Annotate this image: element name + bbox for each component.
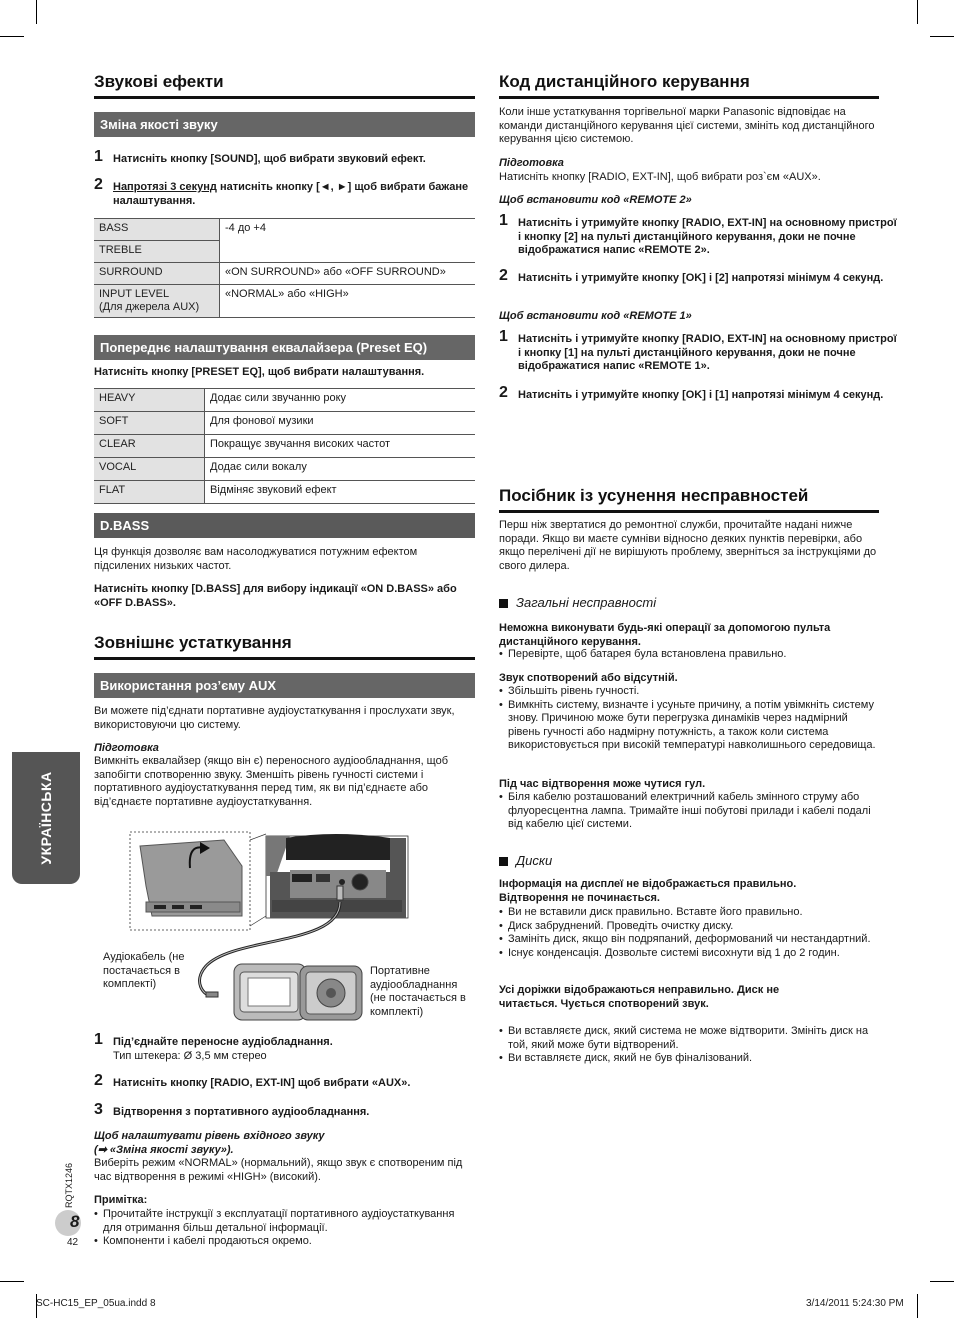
list-item: • Ви вставляєте диск, який система не може відтворити. Змініть диск на той, який може бути відтворений.: [499, 1025, 877, 1052]
disc-fault-1-list: [499, 906, 877, 960]
external-title: Зовнішнє устаткування: [94, 633, 292, 652]
footer-timestamp: 3/14/2011 5:24:30 PM: [806, 1298, 904, 1309]
remote-2-step-1: 1 Натисніть і утримуйте кнопку [RADIO, EXT-IN] на основному пристрої і кнопку [2] на пульті дистанційного керування, доки не почне відображатися напис «REMOTE 2».: [499, 212, 897, 256]
preset-eq-table: [94, 388, 475, 504]
table-value: Додає сили вокалу: [205, 458, 476, 481]
adjust-title-text: Щоб налаштувати рівень вхідного звуку: [94, 1130, 325, 1142]
crop-mark: [917, 1294, 918, 1318]
crop-mark: [917, 0, 918, 24]
table-key: HEAVY: [94, 389, 205, 412]
remote-1-step-2: 2 Натисніть і утримуйте кнопку [OK] і [1] напротязі мінімум 4 секунд.: [499, 384, 884, 401]
table-key: VOCAL: [94, 458, 205, 481]
adjust-ref: (➡ «Зміна якості звуку»).: [94, 1143, 234, 1156]
list-item: • Вимкніть систему, визначте і усуньте причину, а потім увімкніть систему знову. Причиною може бути перегрузка динаміків через надмірний рівень гучності або надмірну потужність, а також коли система використовується при високій температурі навколишнього середовища.: [499, 699, 877, 753]
aux-prep-label: Підготовка: [94, 742, 159, 754]
dbass-instruction: Натисніть кнопку [D.BASS] для вибору індикації «ON D.BASS» або «OFF D.BASS».: [94, 583, 457, 609]
crop-mark: [930, 1281, 954, 1282]
remote-prep-text: Натисніть кнопку [RADIO, EXT-IN], щоб вибрати роз`єм «AUX».: [499, 171, 821, 183]
aux-bar: Використання роз’єму AUX: [94, 673, 475, 698]
remote-2-step-2-text: Натисніть і утримуйте кнопку [OK] і [2] напротязі мінімум 4 секунд.: [518, 272, 884, 284]
aux-step-1-sub: Тип штекера: Ø 3,5 мм стерео: [113, 1049, 267, 1062]
sound-step-1-text: Натисніть кнопку [SOUND], щоб вибрати звуковий ефект.: [113, 153, 426, 165]
list-item: • Компоненти і кабелі продаються окремо.: [94, 1235, 472, 1249]
table-value: «NORMAL» або «HIGH»: [220, 285, 476, 318]
table-row: [94, 263, 475, 285]
remote-1-step-2-text: Натисніть і утримуйте кнопку [OK] і [1] напротязі мінімум 4 секунд.: [518, 389, 884, 401]
table-value: Покращує звучання високих частот: [205, 435, 476, 458]
adjust-text: Виберіть режим «NORMAL» (нормальний), якщо звук є спотвореним під час відтворення в режимі «HIGH» (високий).: [94, 1157, 463, 1183]
general-faults-heading: [499, 595, 656, 610]
remote-code-title: Код дистанційного керування: [499, 72, 750, 91]
general-faults-title: Загальні несправності: [516, 595, 657, 610]
crop-mark: [36, 0, 37, 24]
table-key: [94, 285, 220, 318]
remote-1-step-1-text: Натисніть і утримуйте кнопку [RADIO, EXT-IN] на основному пристрої і кнопку [1] на пульті дистанційного керування, доки не почне відображатися напис «REMOTE 1».: [518, 333, 897, 372]
table-row: [94, 435, 475, 458]
aux-step-3-text: Відтворення з портативного аудіообладнання.: [113, 1106, 370, 1118]
sound-effects-title: Звукові ефекти: [94, 72, 224, 91]
page-small-number: 42: [67, 1237, 79, 1248]
table-value: -4 до +4: [220, 219, 476, 241]
table-key: FLAT: [94, 481, 205, 504]
list-item: • Прочитайте інструкції з експлуатації портативного аудіоустаткування для отримання більш детальної інформації.: [94, 1208, 472, 1235]
disc-fault-2-list: [499, 1025, 877, 1066]
section-rule: [499, 96, 879, 99]
table-key: BASS: [94, 219, 220, 241]
trouble-intro: Перш ніж звертатися до ремонтної служби, прочитайте надані нижче поради. Якщо ви маєте сумніви відносно деяких пунктів перевірки, або якщо перелічені дії не вирішують проблему, зверніться за інструкціями до свого дилера.: [499, 519, 877, 572]
table-key-sub: (Для джерела AUX): [99, 301, 200, 313]
discs-title: Диски: [516, 853, 553, 868]
table-key-main: INPUT LEVEL: [99, 288, 170, 300]
language-label: УКРАЇНСЬКА: [38, 771, 54, 865]
crop-mark: [0, 1281, 24, 1282]
language-tab: [12, 752, 80, 884]
table-key: CLEAR: [94, 435, 205, 458]
crop-mark: [0, 36, 24, 37]
remote-2-label: Щоб встановити код «REMOTE 2»: [499, 194, 692, 206]
preset-eq-instruction: Натисніть кнопку [PRESET EQ], щоб вибрати налаштування.: [94, 366, 425, 378]
fault-2-list: [499, 685, 877, 753]
list-item: • Перевірте, щоб батарея була встановлена правильно.: [499, 648, 877, 662]
fault-1-list: [499, 648, 877, 662]
remote-1-step-1: 1 Натисніть і утримуйте кнопку [RADIO, EXT-IN] на основному пристрої і кнопку [1] на пульті дистанційного керування, доки не почне відображатися напис «REMOTE 1».: [499, 328, 897, 372]
remote-prep-label: Підготовка: [499, 157, 564, 169]
sound-step-2-underline: Напротязі 3 секунд: [113, 181, 217, 193]
aux-prep-text: Вимкніть еквалайзер (якщо він є) переносного аудіообладнання, щоб запобігти спотворенню звуку. Зменшіть рівень гучності системи і портативного аудіоустаткування перед тим, як ви під’єднаєте або від’єднаєте портативне аудіоустаткування.: [94, 755, 449, 808]
crop-mark: [930, 36, 954, 37]
fault-3-list: [499, 791, 877, 832]
table-value: Додає сили звучанню року: [205, 389, 476, 412]
sound-step-2-text: натисніть кнопку [◄, ►] щоб вибрати бажане налаштування.: [113, 181, 469, 207]
section-rule: [499, 510, 879, 513]
square-bullet-icon: [499, 857, 508, 866]
table-row: [94, 389, 475, 412]
remote-2-step-2: 2 Натисніть і утримуйте кнопку [OK] і [2] напротязі мінімум 4 секунд.: [499, 267, 884, 284]
table-key: SURROUND: [94, 263, 220, 285]
table-value: Для фонової музики: [205, 412, 476, 435]
table-row: [94, 481, 475, 504]
page-number: 8: [70, 1212, 80, 1231]
table-key: SOFT: [94, 412, 205, 435]
table-row: [94, 241, 475, 263]
label-portable-device: Портативне аудіообладнання (не постачається в комплекті): [370, 965, 466, 1018]
list-item: • Біля кабелю розташований електричний кабель змінного струму або флуоресцентна лампа. Тримайте інші побутові прилади і кабелі подалі від кабелю цієї системи.: [499, 791, 877, 832]
footer-filename: SC-HC15_EP_05ua.indd 8: [36, 1298, 156, 1309]
model-code: RQTX1246: [64, 1162, 74, 1208]
aux-step-2: 2 Натисніть кнопку [RADIO, EXT-IN] щоб вибрати «AUX».: [94, 1072, 411, 1089]
aux-step-2-text: Натисніть кнопку [RADIO, EXT-IN] щоб вибрати «AUX».: [113, 1077, 411, 1089]
remote-intro: Коли інше устаткування торгівельної марки Panasonic відповідає на команди дистанційного керування цієї системи, змініть код дистанційного керування цією системою.: [499, 106, 875, 145]
fault-3-title: Під час відтворення може чутися гул.: [499, 778, 706, 790]
aux-step-3: 3 Відтворення з портативного аудіообладнання.: [94, 1101, 370, 1118]
list-item: • Диск забруднений. Проведіть очистку диску.: [499, 920, 877, 934]
aux-step-1: 1 Під’єднайте переносне аудіобладнання. Тип штекера: Ø 3,5 мм стерео: [94, 1031, 333, 1062]
label-audio-cable: Аудіокабель (не постачається в комплекті): [103, 951, 185, 990]
remote-2-step-1-text: Натисніть і утримуйте кнопку [RADIO, EXT-IN] на основному пристрої і кнопку [2] на пульті дистанційного керування, доки не почне відображатися напис «REMOTE 2».: [518, 217, 897, 256]
table-row: [94, 412, 475, 435]
table-value: [220, 241, 476, 263]
fault-2-title: Звук спотворений або відсутній.: [499, 672, 678, 684]
table-row: [94, 219, 475, 241]
section-rule: [94, 96, 475, 99]
disc-fault-2-title: Усі доріжки відображаються неправильно. Диск не читається. Чується спотворений звук.: [499, 984, 780, 1010]
section-rule: [94, 657, 475, 660]
adjust-title: [94, 1130, 472, 1157]
sound-step-1: 1 Натисніть кнопку [SOUND], щоб вибрати звуковий ефект.: [94, 148, 426, 165]
fault-1-title: Неможна виконувати будь-які операції за допомогою пульта дистанційного керування.: [499, 622, 831, 648]
aux-step-1-text: Під’єднайте переносне аудіобладнання.: [113, 1036, 333, 1048]
square-bullet-icon: [499, 599, 508, 608]
table-value: «ON SURROUND» або «OFF SURROUND»: [220, 263, 476, 285]
list-item: • Збільшіть рівень гучності.: [499, 685, 877, 699]
list-item: • Ви вставляєте диск, який не був фіналізований.: [499, 1052, 877, 1066]
table-key: TREBLE: [94, 241, 220, 263]
quality-bar: Зміна якості звуку: [94, 112, 475, 137]
table-row: [94, 285, 475, 318]
remote-1-label: Щоб встановити код «REMOTE 1»: [499, 310, 692, 322]
list-item: • Існує конденсація. Дозвольте системі висохнути від 1 до 2 годин.: [499, 947, 877, 961]
discs-heading: [499, 853, 552, 868]
notes-list: [94, 1208, 472, 1249]
list-item: • Ви не вставили диск правильно. Вставте його правильно.: [499, 906, 877, 920]
dbass-bar: D.BASS: [94, 513, 475, 538]
preset-eq-bar: Попереднє налаштування еквалайзера (Preset EQ): [94, 335, 475, 360]
list-item: • Замініть диск, якщо він подряпаний, деформований чи нестандартний.: [499, 933, 877, 947]
table-value: Відміняє звуковий ефект: [205, 481, 476, 504]
table-row: [94, 458, 475, 481]
sound-settings-table: [94, 218, 475, 318]
note-label: Примітка:: [94, 1194, 148, 1206]
disc-fault-1-title: Інформація на дисплеї не відображається правильно. Відтворення не починається.: [499, 878, 797, 904]
aux-intro: Ви можете під’єднати портативне аудіоустаткування і прослухати звук, використовуючи цю систему.: [94, 705, 455, 731]
dbass-text: Ця функція дозволяє вам насолоджуватися потужним ефектом підсилених низьких частот.: [94, 546, 418, 572]
troubleshooting-title: Посібник із усунення несправностей: [499, 486, 809, 505]
sound-step-2: 2 Напротязі 3 секунд натисніть кнопку [◄, ►] щоб вибрати бажане налаштування.: [94, 176, 469, 207]
